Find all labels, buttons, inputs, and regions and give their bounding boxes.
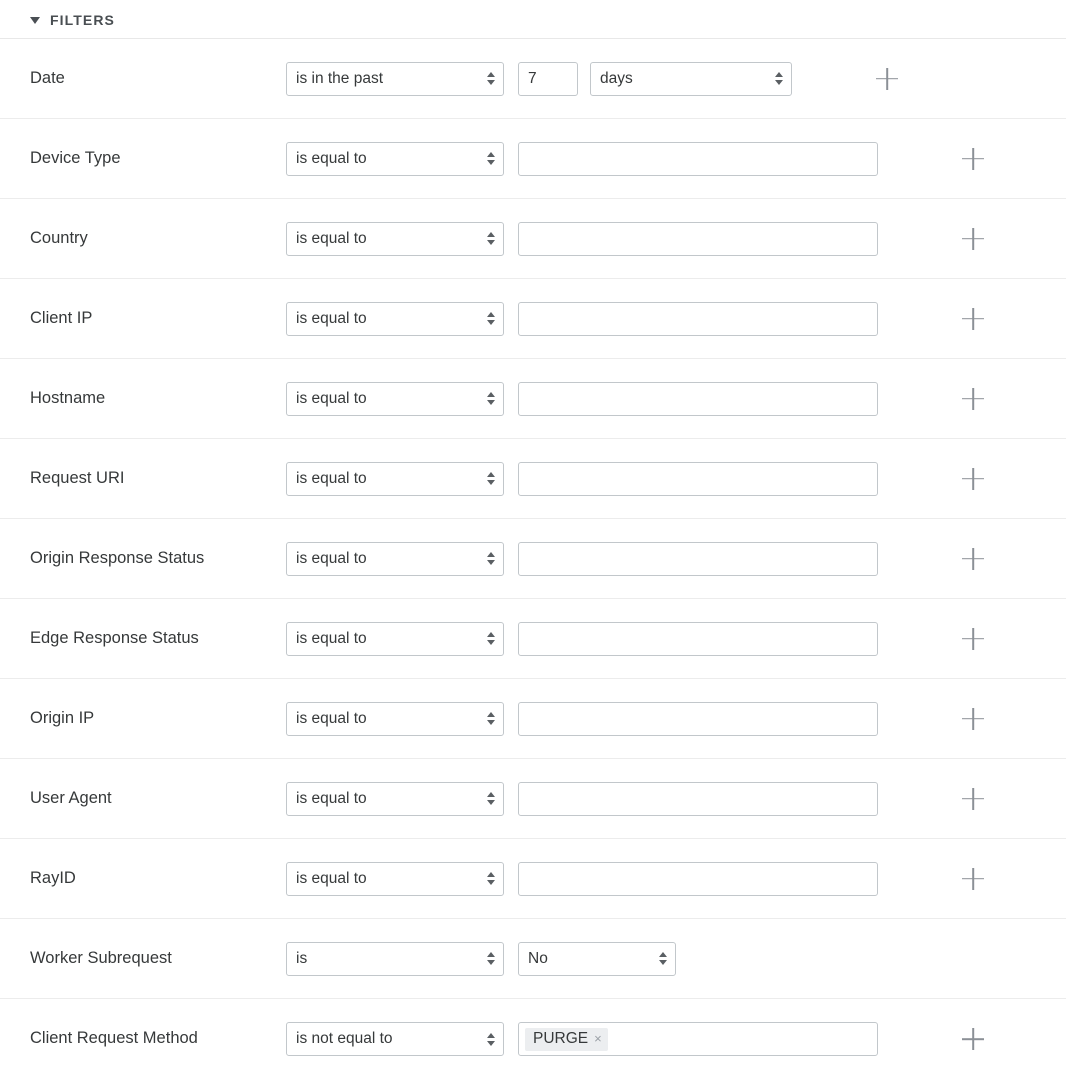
filter-value-input[interactable] [518, 542, 878, 576]
bool-value-select[interactable] [518, 942, 676, 976]
operator-select[interactable] [286, 142, 504, 176]
filter-value-input[interactable] [518, 622, 878, 656]
bool-select-wrap [518, 942, 676, 976]
operator-select[interactable] [286, 462, 504, 496]
plus-icon[interactable] [962, 548, 984, 570]
filter-row [0, 999, 1066, 1079]
filter-label: User Agent [30, 788, 112, 807]
filter-value-input[interactable] [518, 702, 878, 736]
filter-label: Date [30, 68, 65, 87]
filter-label: Request URI [30, 468, 125, 487]
filter-value-input[interactable] [518, 222, 878, 256]
filter-row [0, 919, 1066, 999]
operator-select[interactable] [286, 542, 504, 576]
filter-row [0, 599, 1066, 679]
filter-value-input[interactable] [518, 142, 878, 176]
operator-select-wrap [286, 622, 504, 656]
filter-row [0, 439, 1066, 519]
operator-select[interactable] [286, 782, 504, 816]
operator-select-wrap [286, 142, 504, 176]
filter-row [0, 839, 1066, 919]
filter-row [0, 759, 1066, 839]
filter-label: Client IP [30, 308, 93, 327]
filter-label: Country [30, 228, 88, 247]
plus-icon[interactable] [962, 1028, 984, 1050]
filter-label: RayID [30, 868, 76, 887]
filter-label: Hostname [30, 388, 106, 407]
operator-select-wrap [286, 542, 504, 576]
filter-row [0, 679, 1066, 759]
operator-select[interactable] [286, 62, 504, 96]
plus-icon[interactable] [962, 708, 984, 730]
filter-row [0, 39, 1066, 119]
plus-icon[interactable] [962, 468, 984, 490]
filters-title: FILTERS [50, 12, 115, 28]
filters-header[interactable] [0, 0, 1066, 38]
unit-select-wrap [590, 62, 792, 96]
plus-icon[interactable] [962, 148, 984, 170]
operator-select-wrap [286, 462, 504, 496]
plus-icon[interactable] [962, 788, 984, 810]
operator-select[interactable] [286, 862, 504, 896]
operator-select-wrap [286, 782, 504, 816]
operator-select[interactable] [286, 1022, 504, 1056]
caret-down-icon[interactable] [30, 17, 40, 24]
filter-row [0, 279, 1066, 359]
operator-select-wrap [286, 702, 504, 736]
date-amount-input[interactable] [518, 62, 578, 96]
filter-row [0, 199, 1066, 279]
operator-select-wrap [286, 62, 504, 96]
filter-row [0, 119, 1066, 199]
filter-label: Device Type [30, 148, 121, 167]
filter-rows [0, 38, 1066, 1079]
operator-select[interactable] [286, 702, 504, 736]
filter-label: Edge Response Status [30, 628, 199, 647]
operator-select[interactable] [286, 302, 504, 336]
token-label: PURGE [533, 1029, 589, 1047]
operator-select[interactable] [286, 382, 504, 416]
operator-select-wrap [286, 1022, 504, 1056]
filter-label: Client Request Method [30, 1029, 198, 1048]
operator-select[interactable] [286, 942, 504, 976]
operator-select-wrap [286, 862, 504, 896]
operator-select-wrap [286, 942, 504, 976]
plus-icon[interactable] [962, 308, 984, 330]
plus-icon[interactable] [876, 68, 898, 90]
filter-value-input[interactable] [518, 782, 878, 816]
plus-icon[interactable] [962, 628, 984, 650]
filter-label: Origin Response Status [30, 548, 205, 567]
filter-row [0, 359, 1066, 439]
plus-icon[interactable] [962, 228, 984, 250]
filter-label: Worker Subrequest [30, 948, 172, 967]
operator-select[interactable] [286, 222, 504, 256]
filter-value-input[interactable] [518, 302, 878, 336]
operator-select[interactable] [286, 622, 504, 656]
operator-select-wrap [286, 382, 504, 416]
plus-icon[interactable] [962, 388, 984, 410]
operator-select-wrap [286, 222, 504, 256]
operator-select-wrap [286, 302, 504, 336]
filter-row [0, 519, 1066, 599]
filter-value-input[interactable] [518, 862, 878, 896]
value-token[interactable] [525, 1028, 608, 1051]
filter-label: Origin IP [30, 708, 95, 727]
filter-value-input[interactable] [518, 382, 878, 416]
plus-icon[interactable] [962, 868, 984, 890]
filter-value-input[interactable] [518, 462, 878, 496]
date-unit-select[interactable] [590, 62, 792, 96]
close-icon[interactable]: × [594, 1031, 602, 1046]
token-input[interactable] [518, 1022, 878, 1056]
